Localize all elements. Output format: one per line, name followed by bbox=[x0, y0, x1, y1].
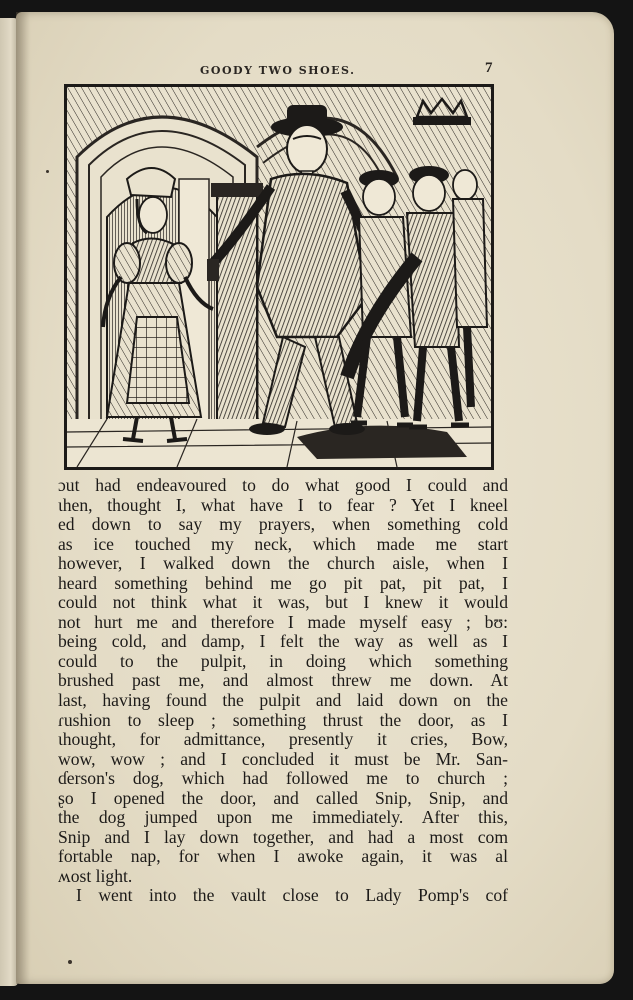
text-line: as ice touched my neck, which made me start bbox=[58, 533, 508, 554]
text-line: not hurt me and therefore I made myself easy ; bʊ: bbox=[58, 611, 508, 632]
text-line: ɗerson's dog, which had followed me to church ; bbox=[58, 768, 508, 789]
text-line: heard something behind me go pit pat, pit pat, I bbox=[58, 572, 508, 593]
gutter-shadow bbox=[16, 12, 30, 984]
text-line: could to the pulpit, in doing which something bbox=[58, 650, 508, 671]
text-line: ed down to say my prayers, when something cold bbox=[58, 514, 508, 535]
text-line: ɩhen, thought I, what have I to fear ? Yet I kneel bbox=[58, 494, 508, 515]
text-line: last, having found the pulpit and laid down on the bbox=[58, 690, 508, 711]
text-line: fortable nap, for when I awoke again, it was al bbox=[58, 846, 508, 867]
text-line: ʍost light. bbox=[58, 865, 133, 886]
text-line: I went into the vault close to Lady Pomp's cof bbox=[76, 885, 508, 906]
text-line: brushed past me, and almost threw me down. At bbox=[58, 670, 508, 691]
woodcut-church-scene-icon bbox=[67, 87, 491, 467]
text-line: wow, wow ; and I concluded it must be Mr. San- bbox=[58, 748, 508, 769]
text-line: being cold, and damp, I felt the way as well as I bbox=[58, 631, 508, 652]
text-line: ɔut had endeavoured to do what good I could and bbox=[58, 475, 508, 495]
text-line: ɩhought, for admittance, presently it cries, Bow, bbox=[58, 729, 508, 750]
running-head: GOODY TWO SHOES. bbox=[200, 64, 356, 77]
text-line: could not think what it was, but I knew it would bbox=[58, 592, 508, 613]
text-line: Snip and I lay down together, and had a most com bbox=[58, 826, 508, 847]
text-line: ʂo I opened the door, and called Snip, Snip, and bbox=[58, 787, 508, 808]
body-text bbox=[58, 476, 508, 906]
text-line: the dog jumped upon me immediately. After this, bbox=[58, 807, 508, 828]
page-speck bbox=[68, 960, 72, 964]
text-line: however, I walked down the church aisle, when I bbox=[58, 553, 508, 574]
text-line: ɾushion to sleep ; something thrust the door, as I bbox=[58, 709, 508, 730]
woodcut-illustration bbox=[64, 84, 494, 470]
page-number: 7 bbox=[485, 60, 493, 76]
page-speck bbox=[46, 170, 49, 173]
